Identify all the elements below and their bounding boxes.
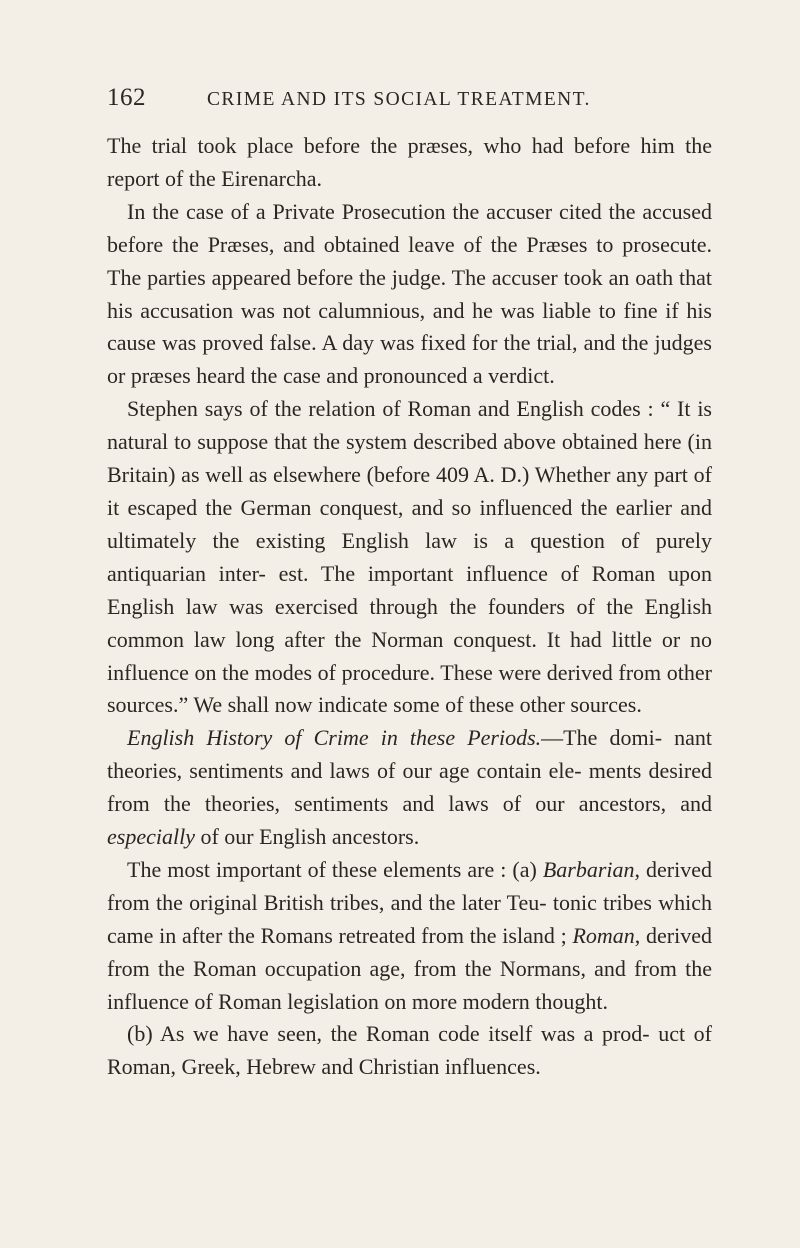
running-head <box>107 84 712 120</box>
paragraph: In the case of a Private Prosecution the accuser cited the accused before the Præses, and obtained leave of the Præses to prosecute. The parties appeared before the judge. The accuser took an oath that his accusation was not calumnious, and he was liable to fine if his cause was proved false. A day was fixed for the trial, and the judges or præses heard the case and pronounced a verdict. <box>107 198 712 389</box>
paragraph: Stephen says of the relation of Roman and English codes : “ It is natural to suppose that the system described above obtained here (in Britain) as well as elsewhere (before 409 A. D.) Whether any part of it escaped the German conquest, and so influenced the earlier and ultimately the existing English law is a question of purely antiquarian inter- est. The important influence of Roman upon English law was exercised through the founders of the English common law long after the Norman conquest. It had little or no influence on the modes of procedure. These were derived from other sources.” We shall now indicate some of these other sources. <box>107 396 712 718</box>
emphasis-text: Roman <box>572 922 635 948</box>
paragraph: The trial took place before the præses, who had before him the report of the Eirenarcha. <box>107 133 712 191</box>
paragraph-text: The most important of these elements are : (a) <box>127 856 543 882</box>
running-title: CRIME AND ITS SOCIAL TREATMENT. <box>207 89 591 110</box>
emphasis-text: Barbarian <box>542 856 635 882</box>
page-number: 162 <box>107 84 146 111</box>
paragraph <box>107 854 712 1019</box>
paragraph-text: , derived from the Roman occupation age, from the Normans, and from the influence of Roman legislation on more modern thought. <box>107 922 713 1014</box>
paragraph-text: , derived from the original British tribes, and the later Teu- tonic tribes which came in after the Romans retreated from the island ; <box>107 856 713 948</box>
emphasis-text: especially <box>107 824 195 850</box>
section-heading: English History of Crime in these Periods. <box>127 725 542 751</box>
paragraph: (b) As we have seen, the Roman code itself was a prod- uct of Roman, Greek, Hebrew and Christian influences. <box>107 1021 712 1080</box>
paragraph-text: of our English ancestors. <box>194 824 420 850</box>
paragraph <box>107 722 712 854</box>
body-text <box>107 130 712 1084</box>
book-page <box>107 84 712 1084</box>
paragraph-text: —The domi- nant theories, sentiments and laws of our age contain ele- ments desired from the theories, sentiments and laws of our ancestors, and <box>107 725 712 817</box>
